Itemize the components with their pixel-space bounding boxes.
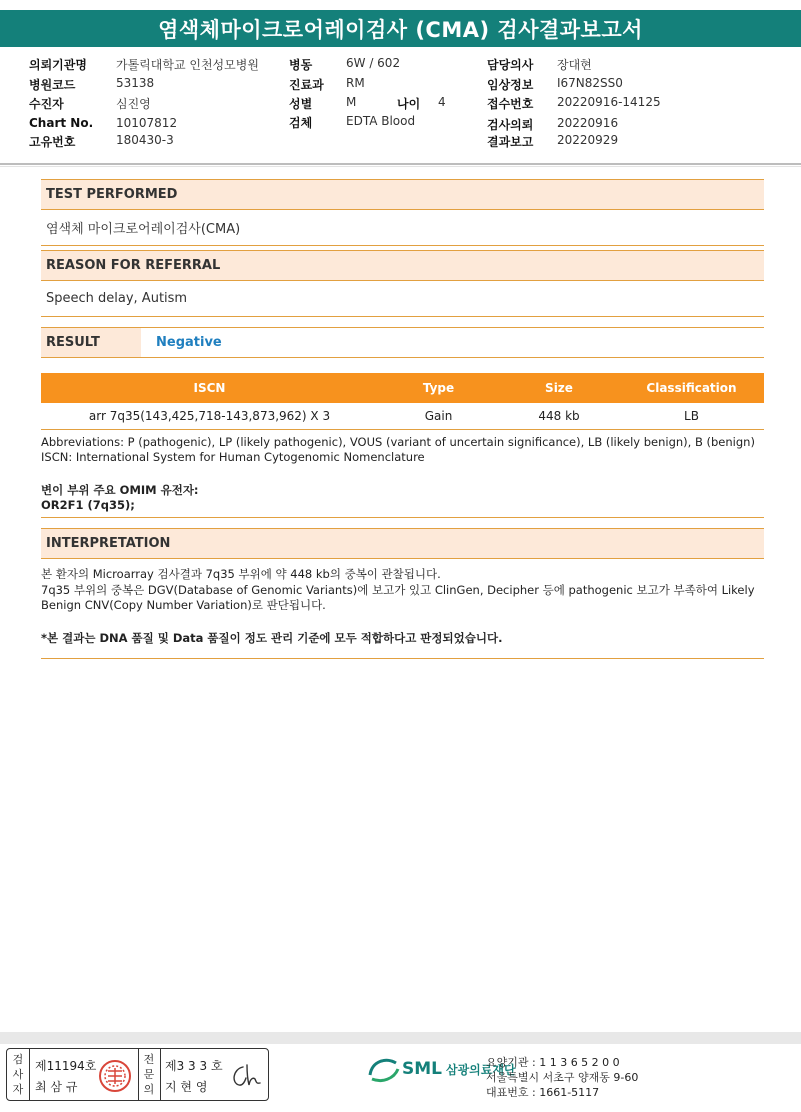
info-label: 성별 [289, 97, 313, 111]
info-value: 20220929 [557, 133, 619, 147]
table-row [41, 403, 764, 429]
specialist-signature-icon [227, 1061, 263, 1091]
section-heading: TEST PERFORMED [41, 179, 764, 210]
specialist-label: 전 문 의 [143, 1053, 155, 1096]
abbreviations [41, 435, 771, 465]
signature-divider [138, 1049, 139, 1100]
column-header: ISCN [41, 373, 378, 403]
report-title: 염색체마이크로어레이검사 (CMA) 검사결과보고서 [0, 10, 801, 47]
info-label: 병동 [289, 58, 313, 72]
cnv-table [41, 373, 764, 430]
sml-logo-icon [366, 1053, 402, 1085]
interpretation-line: Benign CNV(Copy Number Variation)로 판단됩니다. [41, 598, 326, 612]
info-value: 180430-3 [116, 133, 174, 147]
column-header: Classification [619, 373, 764, 403]
interpretation-section [41, 528, 764, 559]
info-value: 6W / 602 [346, 56, 401, 70]
info-value: 심진영 [116, 97, 151, 111]
examiner-license: 제11194호 [35, 1059, 97, 1073]
info-label: 고유번호 [29, 135, 76, 149]
examiner-name: 최 삼 규 [35, 1080, 78, 1094]
info-value: 53138 [116, 76, 155, 90]
section-body: 염색체 마이크로어레이검사(CMA) [41, 210, 764, 246]
table-cell: arr 7q35(143,425,718-143,873,962) X 3 [41, 403, 378, 429]
info-value: 20220916 [557, 116, 619, 130]
quality-note: *본 결과는 DNA 품질 및 Data 품질이 정도 관리 기준에 모두 적합하다고 판정되었습니다. [41, 631, 503, 645]
header-divider [0, 163, 801, 165]
info-label: Chart No. [29, 116, 94, 130]
company-line: 요양기관 : 1 1 3 6 5 2 0 0 [486, 1056, 620, 1069]
referral-section [41, 250, 764, 317]
section-heading: INTERPRETATION [41, 528, 764, 559]
omim-heading: 변이 부위 주요 OMIM 유전자: [41, 483, 199, 497]
company-info [486, 1055, 638, 1100]
result-value: Negative [156, 335, 222, 350]
header-divider-light [0, 166, 801, 167]
examiner-label: 검 사 자 [12, 1053, 24, 1096]
result-label: RESULT [41, 328, 141, 357]
age-value: 4 [438, 95, 446, 109]
interpretation-divider [41, 658, 764, 659]
info-label: 검사의뢰 [487, 118, 534, 132]
info-label: 검체 [289, 116, 313, 130]
info-label: 접수번호 [487, 97, 534, 111]
logo-abbr: SML [402, 1059, 442, 1079]
omim-gene-list: OR2F1 (7q35); [41, 498, 135, 512]
column-header: Type [378, 373, 499, 403]
signature-box [6, 1048, 269, 1101]
specialist-name: 지 현 영 [165, 1080, 208, 1094]
info-value: 장대현 [557, 58, 592, 72]
result-row [41, 327, 764, 358]
logo-name: 삼광의료재단 [446, 1062, 516, 1077]
info-value: I67N82SS0 [557, 76, 623, 90]
info-value: EDTA Blood [346, 114, 416, 128]
age-label: 나이 [397, 97, 421, 111]
table-header-row [41, 373, 764, 403]
footer-band [0, 1032, 801, 1044]
table-cell: LB [619, 403, 764, 429]
omim-genes [41, 483, 199, 513]
info-label: 결과보고 [487, 135, 534, 149]
info-value: 20220916-14125 [557, 95, 661, 109]
signature-divider [29, 1049, 30, 1100]
info-label: 수진자 [29, 97, 64, 111]
info-value: M [346, 95, 357, 109]
section-heading: REASON FOR REFERRAL [41, 250, 764, 281]
signature-divider [160, 1049, 161, 1100]
section-body: Speech delay, Autism [41, 281, 764, 317]
abbreviations-line: ISCN: International System for Human Cytogenomic Nomenclature [41, 450, 425, 464]
company-line: 서울특별시 서초구 양재동 9-60 [486, 1071, 639, 1084]
abbreviations-line: Abbreviations: P (pathogenic), LP (likely pathogenic), VOUS (variant of uncertain significance), LB (likely benign), B (benign) [41, 435, 755, 449]
column-header: Size [499, 373, 619, 403]
interpretation-line: 본 환자의 Microarray 검사결과 7q35 부위에 약 448 kb의 중복이 관찰됩니다. [41, 567, 441, 581]
info-label: 병원코드 [29, 78, 76, 92]
test-performed-section [41, 179, 764, 246]
info-value: 10107812 [116, 116, 178, 130]
company-line: 대표번호 : 1661-5117 [486, 1086, 600, 1099]
info-label: 진료과 [289, 78, 324, 92]
table-cell: 448 kb [499, 403, 619, 429]
info-label: 의뢰기관명 [29, 58, 87, 72]
interpretation-body [41, 567, 764, 614]
info-label: 담당의사 [487, 58, 534, 72]
table-cell: Gain [378, 403, 499, 429]
examiner-seal-icon [97, 1059, 133, 1093]
info-value: 가톨릭대학교 인천성모병원 [116, 58, 259, 72]
info-value: RM [346, 76, 365, 90]
specialist-license: 제3 3 3 호 [165, 1059, 223, 1073]
interpretation-line: 7q35 부위의 중복은 DGV(Database of Genomic Variants)에 보고가 있고 ClinGen, Decipher 등에 pathogenic 보고가 부족하여 Likely [41, 582, 755, 597]
omim-divider [41, 517, 764, 518]
info-label: 임상정보 [487, 78, 534, 92]
